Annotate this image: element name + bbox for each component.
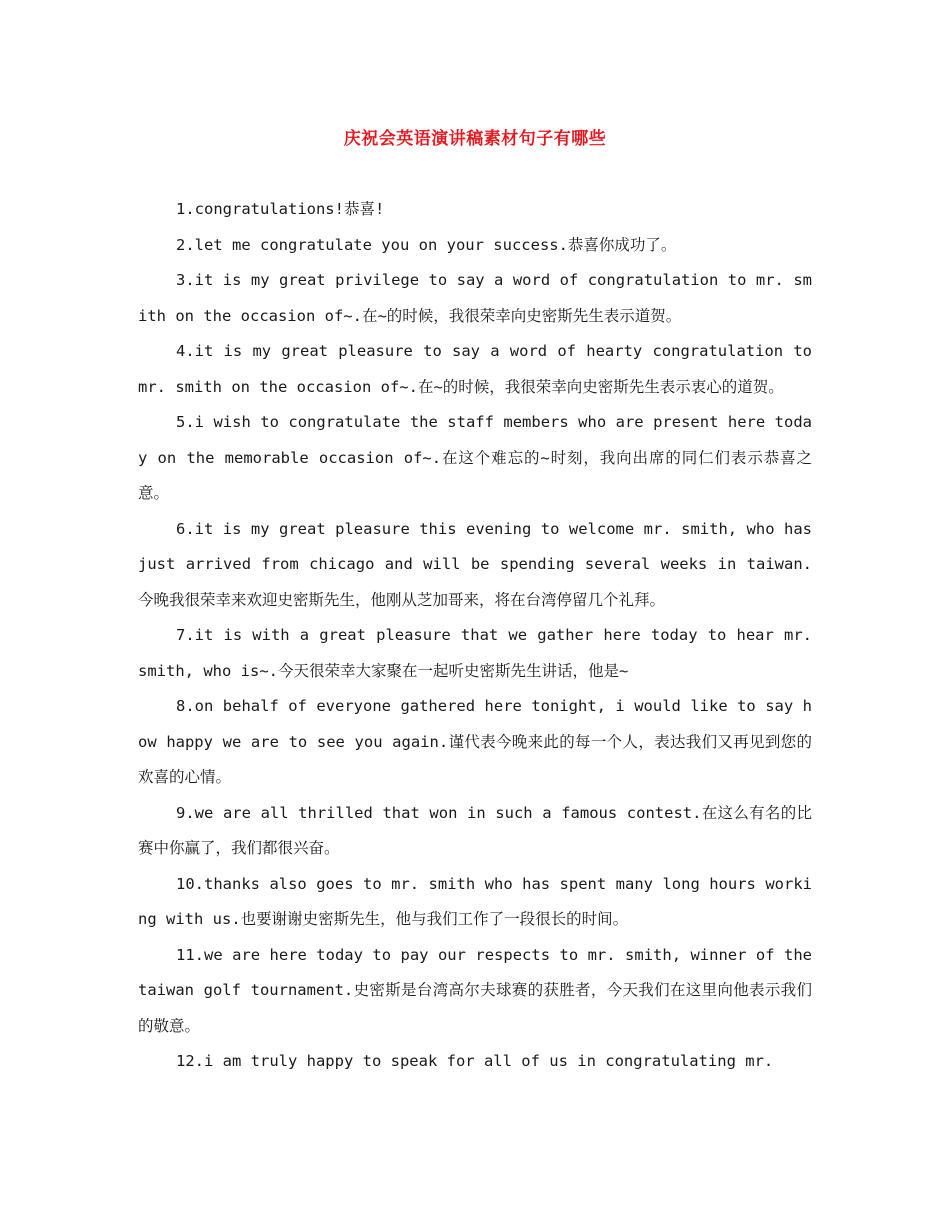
paragraph: 4.it is my great pleasure to say a word of hearty congratulation to mr. smith on the occasion of~.在~的时候，我很荣幸向史密斯先生表示衷心的道贺。 [138, 342, 812, 396]
paragraph: 9.we are all thrilled that won in such a famous contest.在这么有名的比赛中你赢了，我们都很兴奋。 [138, 803, 812, 857]
paragraph: 8.on behalf of everyone gathered here tonight, i would like to say how happy we are to see you again.谨代表今晚来此的每一个人，表达我们又再见到您的欢喜的心情。 [138, 697, 812, 786]
paragraph: 3.it is my great privilege to say a word of congratulation to mr. smith on the occasion of~.在~的时候，我很荣幸向史密斯先生表示道贺。 [138, 271, 812, 325]
paragraph: 2.let me congratulate you on your success.恭喜你成功了。 [176, 235, 677, 254]
document-title: 庆祝会英语演讲稿素材句子有哪些 [343, 129, 607, 149]
document-body [138, 192, 812, 1080]
paragraph: 5.i wish to congratulate the staff members who are present here today on the memorable occasion of~.在这个难忘的~时刻，我向出席的同仁们表示恭喜之意。 [138, 413, 812, 502]
paragraph: 10.thanks also goes to mr. smith who has spent many long hours working with us.也要谢谢史密斯先生，他与我们工作了一段很长的时间。 [138, 874, 812, 928]
paragraph: 6.it is my great pleasure this evening to welcome mr. smith, who has just arrived from chicago and will be spending several weeks in taiwan.今晚我很荣幸来欢迎史密斯先生，他刚从芝加哥来，将在台湾停留几个礼拜。 [138, 519, 812, 609]
paragraph: 12.i am truly happy to speak for all of us in congratulating mr. [176, 1052, 774, 1070]
paragraph: 1.congratulations!恭喜! [176, 200, 385, 218]
paragraph: 7.it is with a great pleasure that we gather here today to hear mr. smith, who is~.今天很荣幸大家聚在一起听史密斯先生讲话，他是~ [138, 626, 812, 680]
paragraph: 11.we are here today to pay our respects to mr. smith, winner of the taiwan golf tournament.史密斯是台湾高尔夫球赛的获胜者，今天我们在这里向他表示我们的敬意。 [138, 945, 812, 1035]
